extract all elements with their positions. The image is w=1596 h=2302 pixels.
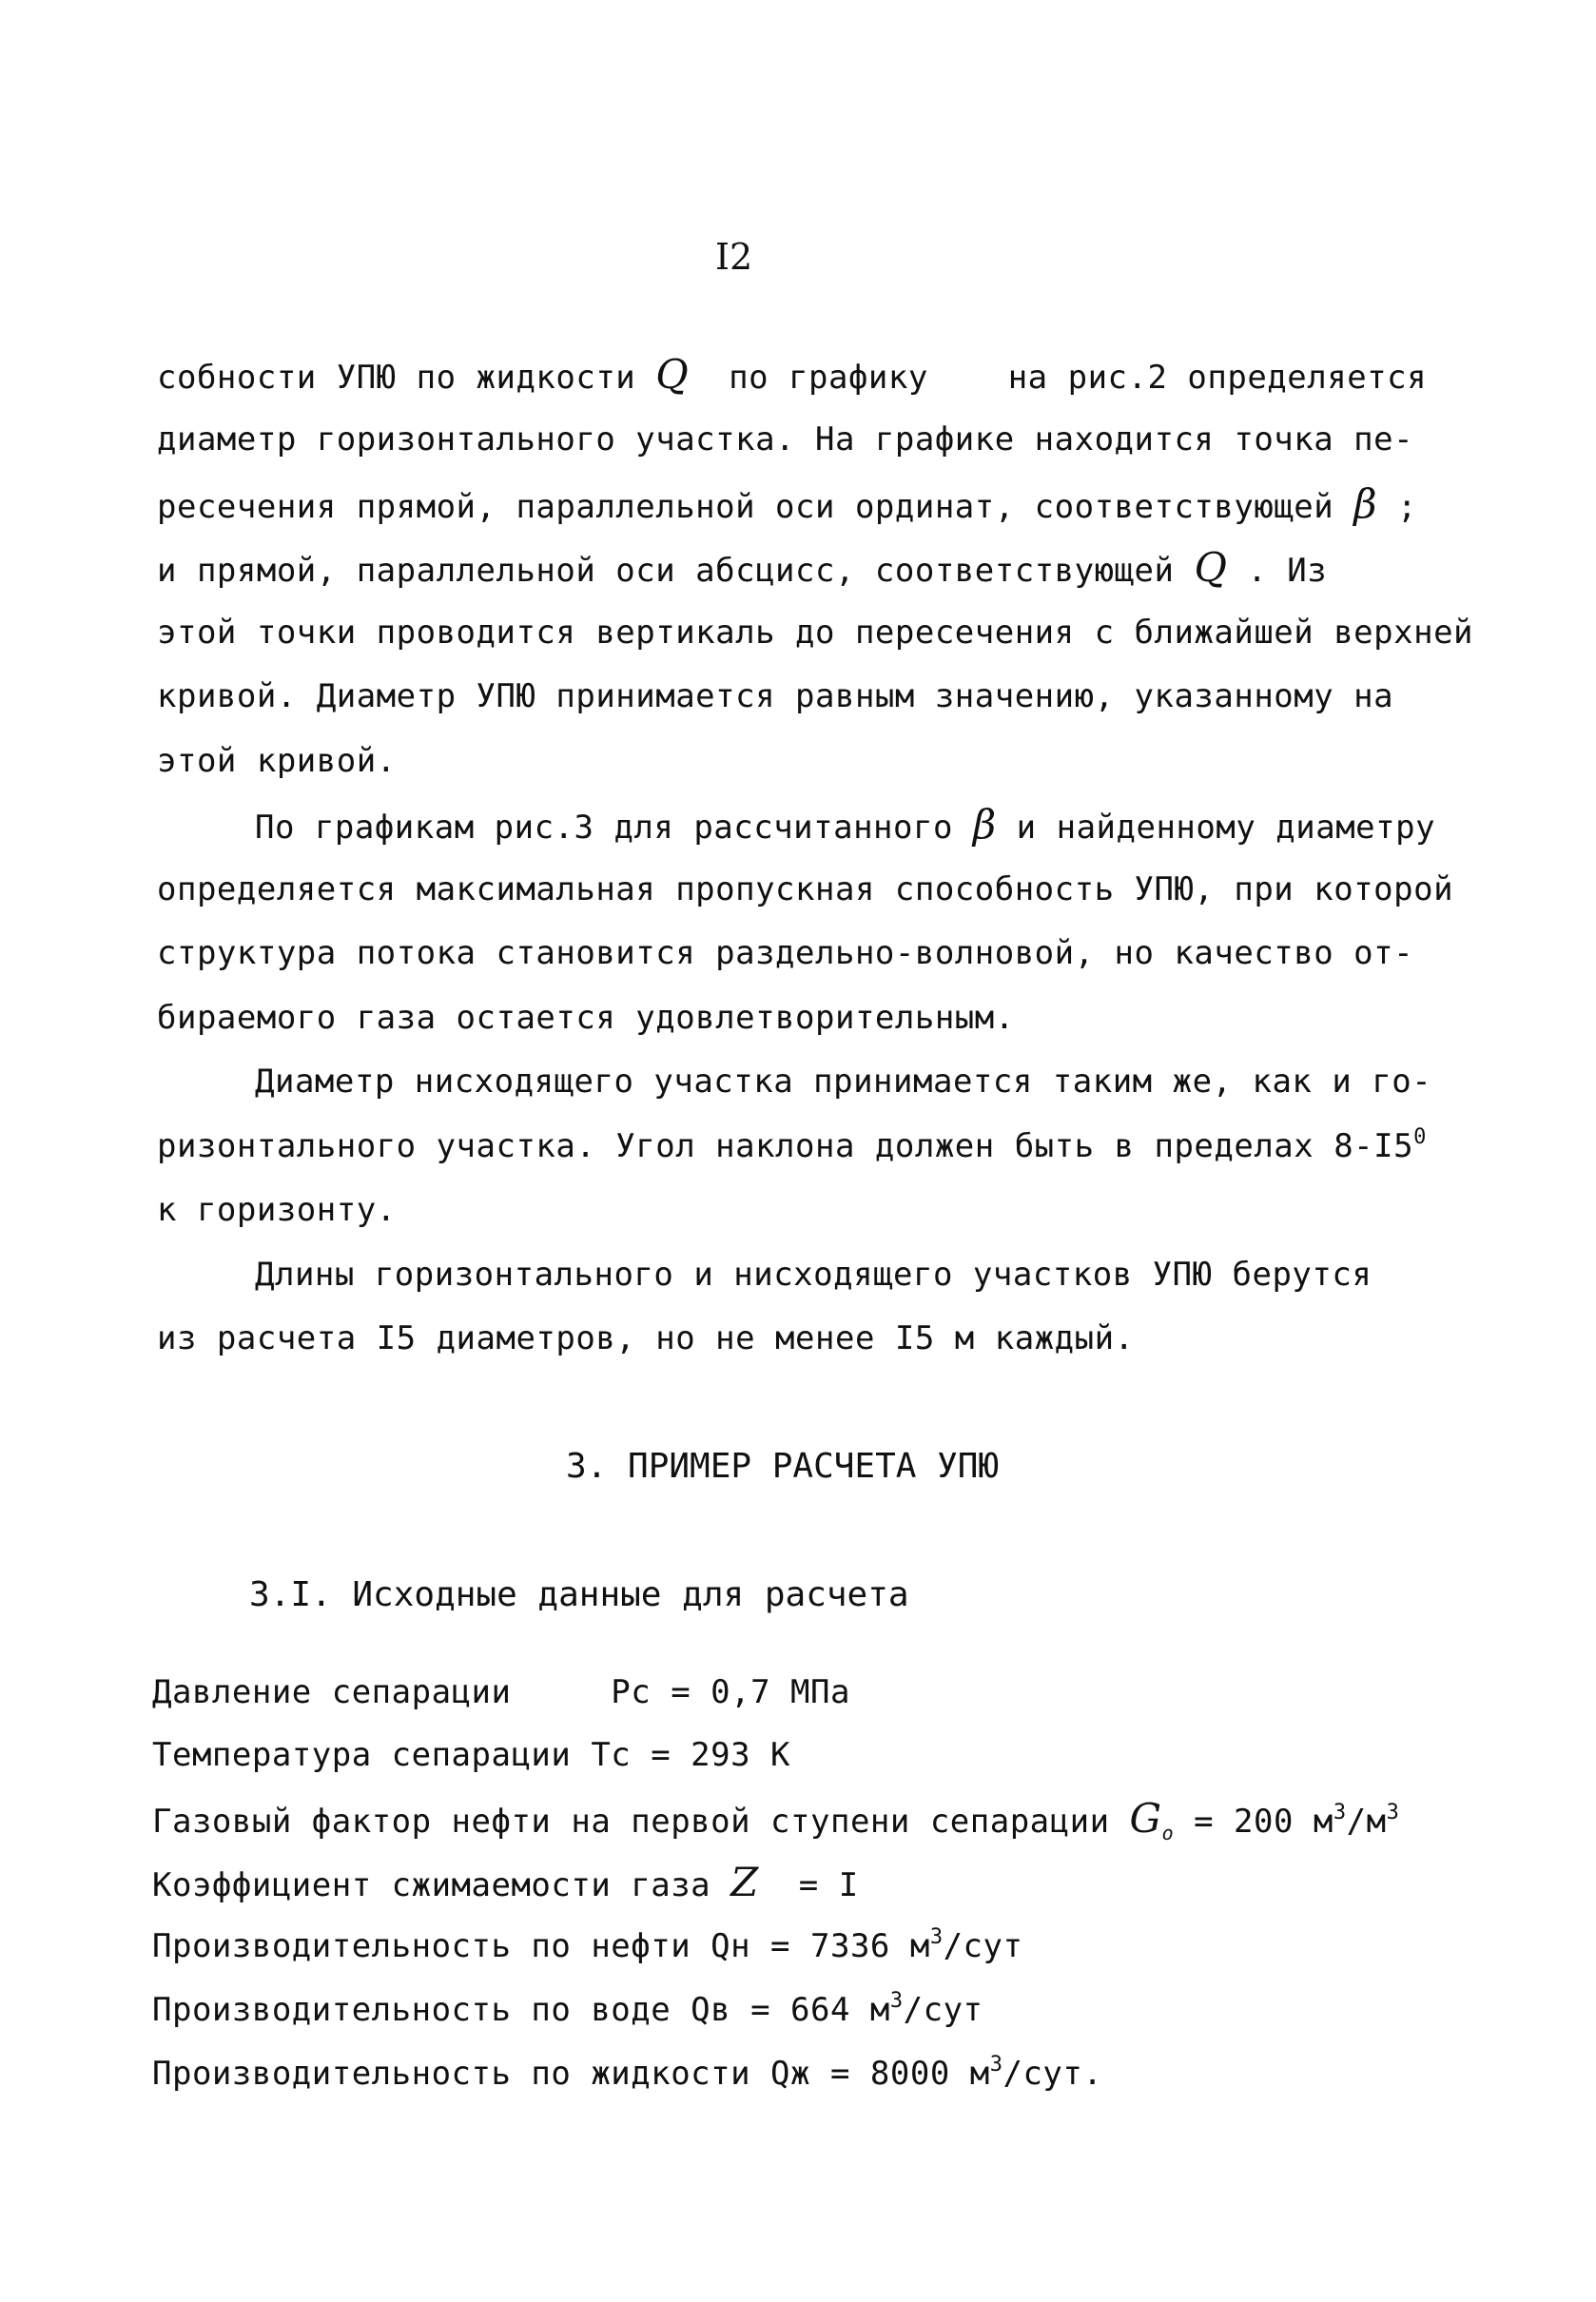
symbol-beta: β [972,801,997,848]
text-segment: Производительность по нефти Qн = 7336 м [152,1927,930,1965]
superscript: 3 [989,2053,1003,2077]
param-line [152,1859,859,1906]
superscript: 3 [1333,1801,1347,1824]
text-segment: ; [1376,488,1417,526]
symbol-q: Q [1194,544,1228,591]
text-line [157,1125,1427,1167]
text-segment: ресечения прямой, параллельной оси ординат, соответствующей [157,488,1354,526]
text-segment: и прямой, параллельной оси абсцисс, соответствующей [157,552,1195,590]
subscript: o [1161,1821,1175,1844]
text-segment: = 200 м [1174,1803,1333,1841]
text-segment: = I [758,1866,859,1904]
superscript: 3 [1386,1801,1400,1824]
symbol-z: Z [730,1859,759,1905]
text-segment: /м [1346,1803,1387,1841]
text-line [157,351,1428,399]
param-line: Давление сепарации Рс = 0,7 МПа [152,1673,850,1711]
text-segment: . Из [1227,552,1328,590]
param-line [152,1795,1400,1854]
param-line: Температура сепарации Тс = 293 К [152,1736,791,1774]
text-segment: и найденному диаметру [996,809,1436,847]
page-number: I2 [715,236,753,278]
text-segment: по графику на рис.2 определяется [689,359,1428,397]
text-line: кривой. Диаметр УПЮ принимается равным значению, указанному на [157,677,1394,715]
param-line [152,1925,1022,1967]
degree-superscript: 0 [1413,1125,1427,1149]
text-line: этой точки проводится вертикаль до пересечения с ближайшей верхней [157,614,1474,652]
text-line: бираемого газа остается удовлетворительным. [157,999,1015,1037]
text-segment: /сут [903,1991,983,2029]
text-line [157,480,1417,528]
superscript: 3 [889,1989,904,2013]
symbol-beta: β [1353,480,1377,527]
text-line: этой кривой. [157,742,397,780]
text-segment: собности УПЮ по жидкости [157,359,656,397]
superscript: 3 [929,1925,944,1949]
text-segment: /сут. [1002,2055,1103,2093]
text-segment: Газовый фактор нефти на первой ступени сепарации [152,1803,1130,1841]
text-line: Диаметр нисходящего участка принимается таким же, как и го- [255,1063,1432,1101]
text-segment: ризонтального участка. Угол наклона должен быть в пределах 8-I5 [157,1127,1414,1165]
text-line: структура потока становится раздельно-волновой, но качество от- [157,934,1414,972]
text-segment: Производительность по воде Qв = 664 м [152,1991,890,2029]
text-line: диаметр горизонтального участка. На графике находится точка пе- [157,420,1414,458]
text-segment: Производительность по жидкости Qж = 8000 м [152,2055,990,2093]
text-line: из расчета I5 диаметров, но не менее I5 м каждый. [157,1319,1135,1357]
text-line [157,544,1328,592]
text-line: Длины горизонтального и нисходящего участков УПЮ берутся [255,1256,1372,1294]
symbol-g: G [1129,1795,1162,1842]
text-segment: /сут [943,1927,1023,1965]
text-segment: Коэффициент сжимаемости газа [152,1866,731,1904]
text-line: к горизонту. [157,1191,397,1229]
text-line: определяется максимальная пропускная способность УПЮ, при которой [157,870,1454,908]
param-line [152,1989,983,2031]
subsection-heading: 3.I. Исходные данные для расчета [249,1575,909,1614]
text-segment: По графикам рис.3 для рассчитанного [255,809,973,847]
symbol-q: Q [655,351,690,398]
text-line [255,801,1436,849]
section-heading: 3. ПРИМЕР РАСЧЕТА УПЮ [566,1447,1000,1486]
param-line [152,2053,1102,2095]
